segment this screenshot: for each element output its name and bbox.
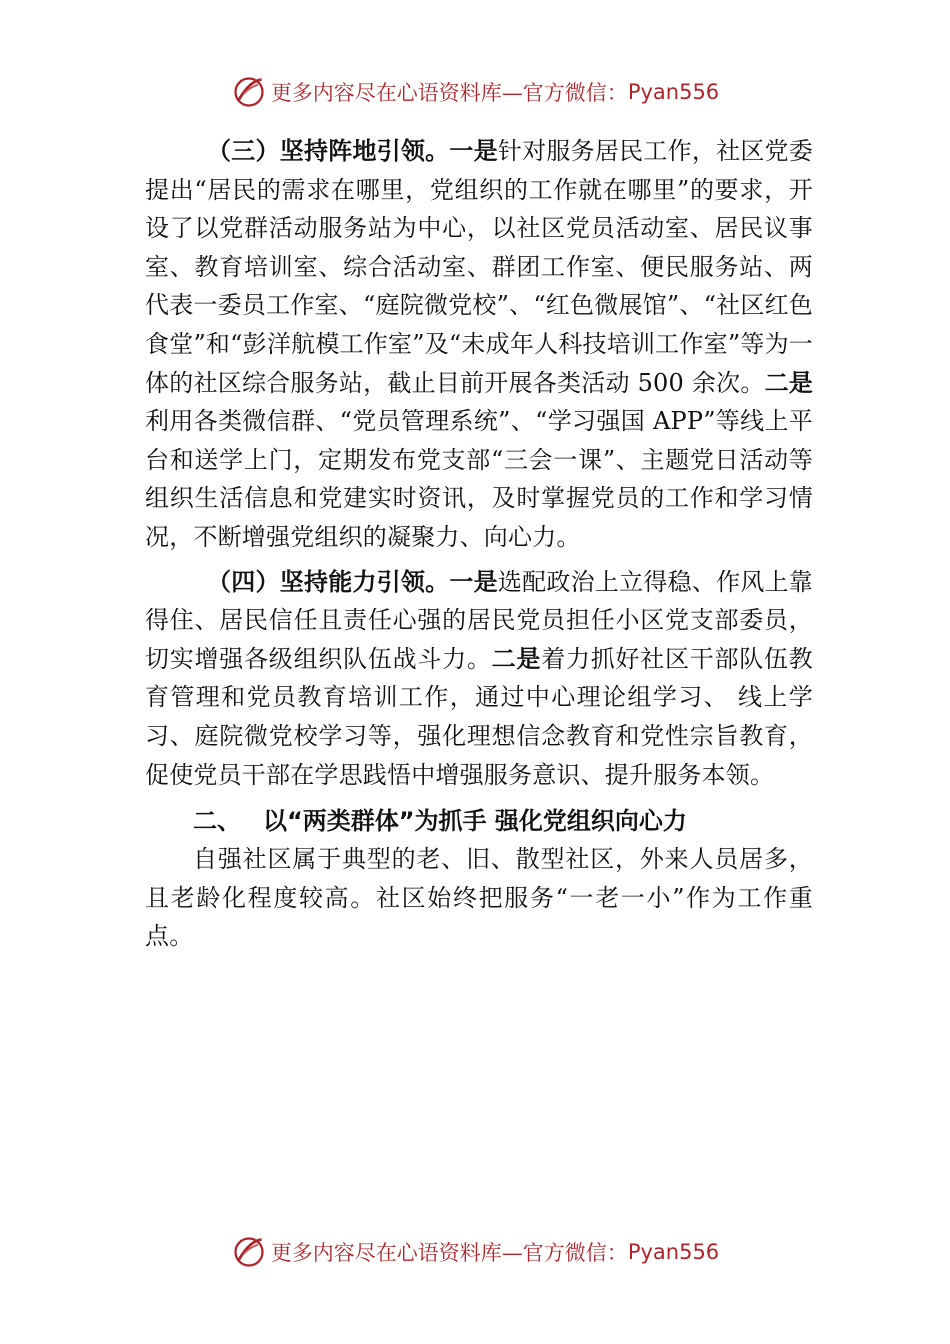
paragraph-text: 着力抓好社区干部队伍教育管理和党员教育培训工作，通过中心理论组学习、 线上学习、庭院微党校学习等，强化理想信念教育和党性宗旨教育，促使党员干部在学思践悟中增强服务意识、提升服务本领。 — [145, 644, 813, 789]
section-title: 以“两类群体”为抓手 强化党组织向心力 — [263, 807, 687, 836]
header-watermark-banner — [0, 72, 950, 112]
paragraph-3 — [145, 132, 813, 557]
banner-text: 更多内容尽在心语资料库—官方微信： — [270, 1241, 628, 1265]
emphasis-marker: 一是 — [449, 137, 498, 165]
logo-icon — [231, 1234, 267, 1270]
banner-handle: Pyan556 — [627, 1240, 720, 1264]
logo-icon — [231, 74, 267, 110]
banner-text: 更多内容尽在心语资料库—官方微信： — [270, 81, 628, 105]
paragraph-text: 针对服务居民工作，社区党委提出“居民的需求在哪里，党组织的工作就在哪里”的要求，开设了以党群活动服务站为中心，以社区党员活动室、居民议事室、教育培训室、综合活动室、群团工作室、便民服务站、两代表一委员工作室、“庭院微党校”、“红色微展馆”、“社区红色食堂”和“彭洋航模工作室”及“未成年人科技培训工作室”等为一体的社区综合服务站，截止目前开展各类活动 500 余次。 — [145, 137, 813, 397]
document-body — [145, 132, 813, 956]
footer-watermark-banner — [0, 1232, 950, 1272]
section-heading — [145, 802, 813, 840]
emphasis-marker: 一是 — [449, 567, 498, 596]
paragraph-lead: （三）坚持阵地引领。 — [207, 137, 450, 165]
emphasis-marker: 二是 — [491, 644, 542, 673]
closing-paragraph: 自强社区属于典型的老、旧、散型社区，外来人员居多，且老龄化程度较高。社区始终把服务“一老一小”作为工作重点。 — [145, 845, 813, 951]
paragraph-text: 选配政治上立得稳、作风上靠得住、居民信任且责任心强的居民党员担任小区党支部委员，切实增强各级组织队伍战斗力。 — [145, 567, 813, 673]
section-number: 二、 — [193, 807, 241, 836]
paragraph-text: 利用各类微信群、“党员管理系统”、“学习强国 APP”等线上平台和送学上门，定期发布党支部“三会一课”、主题党日活动等组织生活信息和党建实时资讯，及时掌握党员的工作和学习情况，不断增强党组织的凝聚力、向心力。 — [145, 407, 813, 551]
banner-handle: Pyan556 — [627, 80, 720, 104]
paragraph-4 — [145, 563, 813, 795]
emphasis-marker: 二是 — [764, 368, 813, 397]
paragraph-lead: （四）坚持能力引领。 — [207, 567, 450, 596]
